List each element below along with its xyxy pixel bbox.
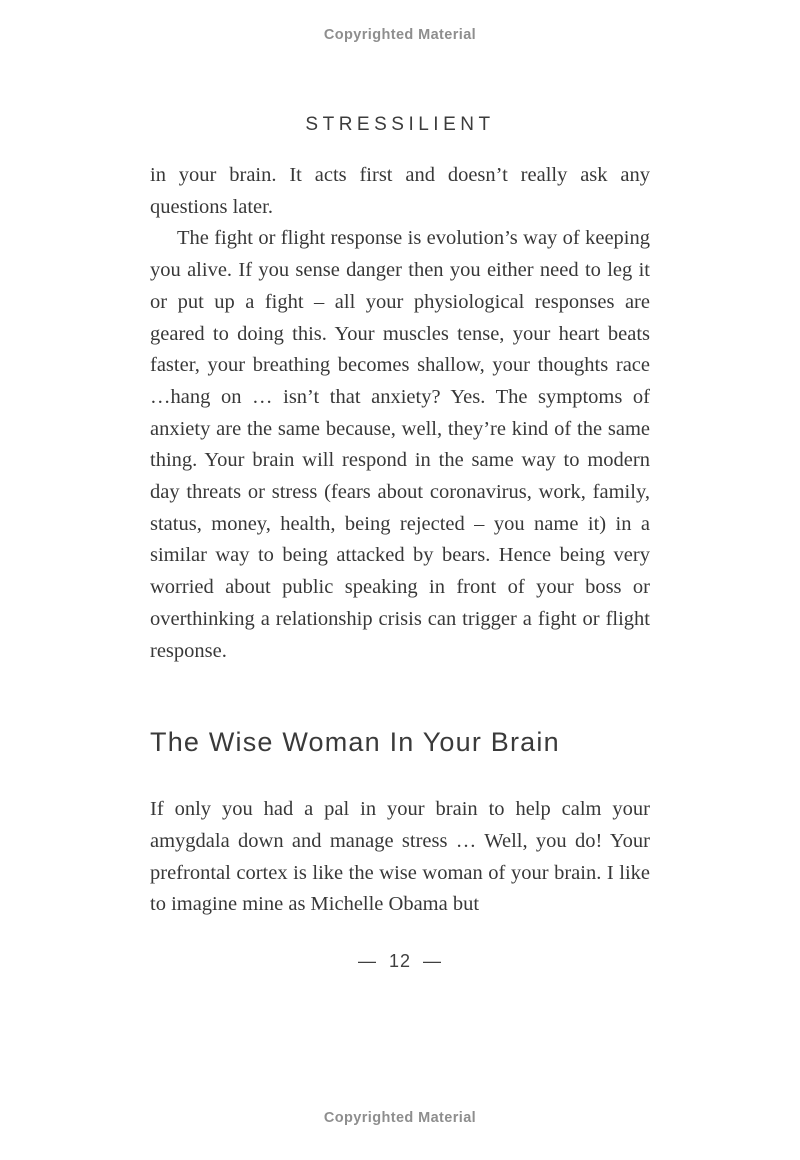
page-number: — 12 — bbox=[357, 951, 443, 972]
section-heading: The Wise Woman In Your Brain bbox=[150, 727, 560, 758]
copyright-banner-bottom: Copyrighted Material bbox=[323, 1110, 477, 1126]
body-paragraph: in your brain. It acts first and doesn’t really ask any questions later. bbox=[150, 164, 650, 218]
body-paragraph: The fight or flight response is evolution’s way of keeping you alive. If you sense danger then you either need to leg it or put up a fight – all your physiological responses are geared to doing this. Your muscles tense, your heart beats faster, your breathing becomes shallow, your thoughts race …hang on … isn’t that anxiety? Yes. The symptoms of anxiety are the same because, well, they’re kind of the same thing. Your brain will respond in the same way to modern day threats or stress (fears about coronavirus, work, family, status, money, health, being rejected – you name it) in a similar way to being attacked by bears. Hence being very worried about public speaking in front of your boss or overthinking a relationship crisis can trigger a fight or flight response. bbox=[150, 227, 650, 662]
copyright-banner-top: Copyrighted Material bbox=[323, 27, 477, 43]
running-head: STRESSILIENT bbox=[305, 114, 495, 135]
body-paragraph: If only you had a pal in your brain to help calm your amygdala down and manage stress … Well, you do! Your prefrontal cortex is like the wise woman of your brain. I like to imagine mine as Michelle Obama but bbox=[150, 798, 650, 916]
page-body bbox=[150, 160, 650, 972]
